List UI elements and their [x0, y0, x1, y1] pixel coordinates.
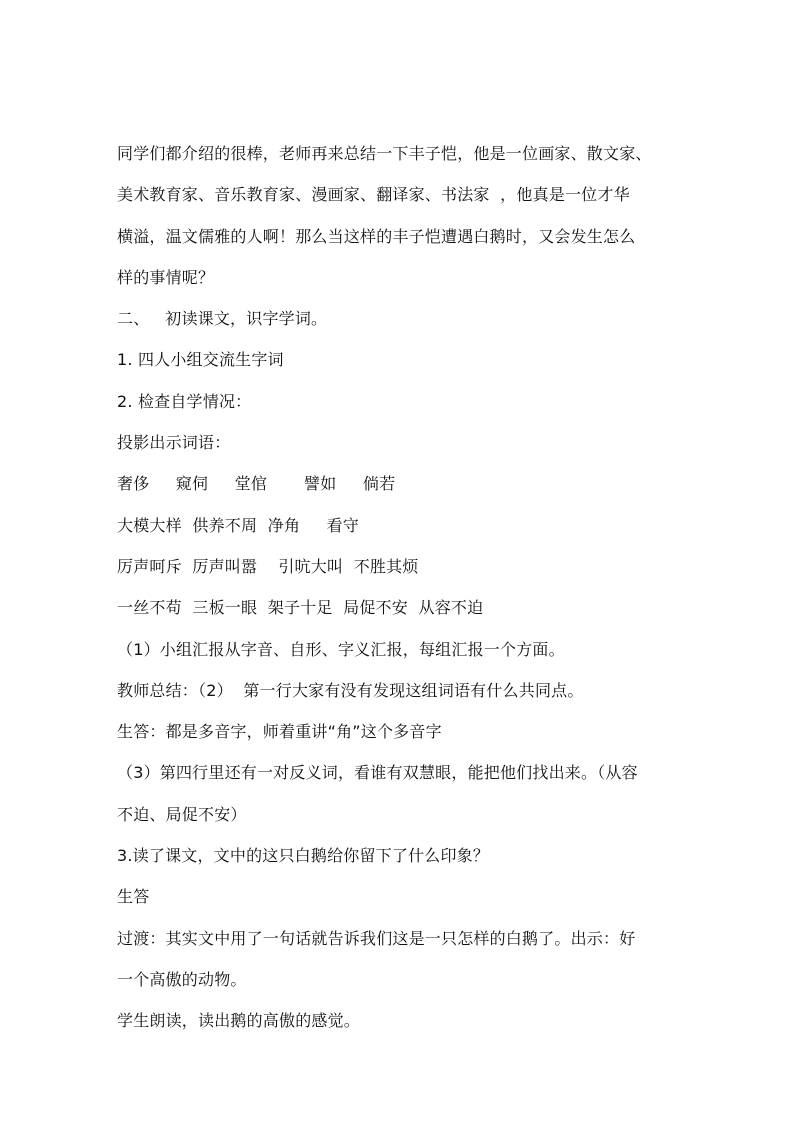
text-line: 生答：都是多音字，师着重讲“角”这个多音字 [117, 722, 442, 742]
text-line: 美术教育家、音乐教育家、漫画家、翻译家、书法家 ，他真是一位才华 [117, 185, 630, 205]
text-line: 生答 [117, 887, 150, 907]
text-line: 同学们都介绍的很棒，老师再来总结一下丰子恺，他是一位画家、散文家、 [117, 144, 652, 163]
text-line: 学生朗读，读出鹅的高傲的感觉。 [117, 1011, 361, 1031]
text-line: 不迫、局促不安） [117, 804, 247, 824]
text-line: 横溢，温文儒雅的人啊！那么当这样的丰子恺遭遇白鹅时，又会发生怎么 [117, 226, 636, 246]
text-line: 2. 检查自学情况： [117, 391, 252, 411]
section-heading: 二、 初读课文，识字学词。 [117, 309, 328, 329]
text-line: 样的事情呢？ [117, 267, 215, 287]
text-line: 一个高傲的动物。 [117, 969, 247, 989]
text-line: （3）第四行里还有一对反义词，看谁有双慧眼，能把他们找出来。（从容 [117, 763, 638, 783]
word-list-row: 厉声呵斥 厉声叫嚣 引吭大叫 不胜其烦 [117, 556, 419, 576]
text-line: 教师总结：（2） 第一行大家有没有发现这组词语有什么共同点。 [117, 680, 584, 700]
text-line: 过渡：其实文中用了一句话就告诉我们这是一只怎样的白鹅了。出示：好 [117, 928, 636, 948]
text-line: （1）小组汇报从字音、自形、字义汇报，每组汇报一个方面。 [117, 639, 565, 659]
word-list-row: 奢侈 窥伺 堂倌 譬如 倘若 [117, 474, 396, 494]
word-list-row: 一丝不苟 三板一眼 架子十足 局促不安 从容不迫 [117, 598, 484, 618]
body-text [117, 133, 687, 1042]
text-line: 1. 四人小组交流生字词 [117, 350, 284, 370]
text-line: 3.读了课文，文中的这只白鹅给你留下了什么印象？ [117, 846, 490, 866]
word-list-row: 大模大样 供养不周 净角 看守 [117, 515, 359, 535]
text-line: 投影出示词语： [117, 433, 231, 453]
